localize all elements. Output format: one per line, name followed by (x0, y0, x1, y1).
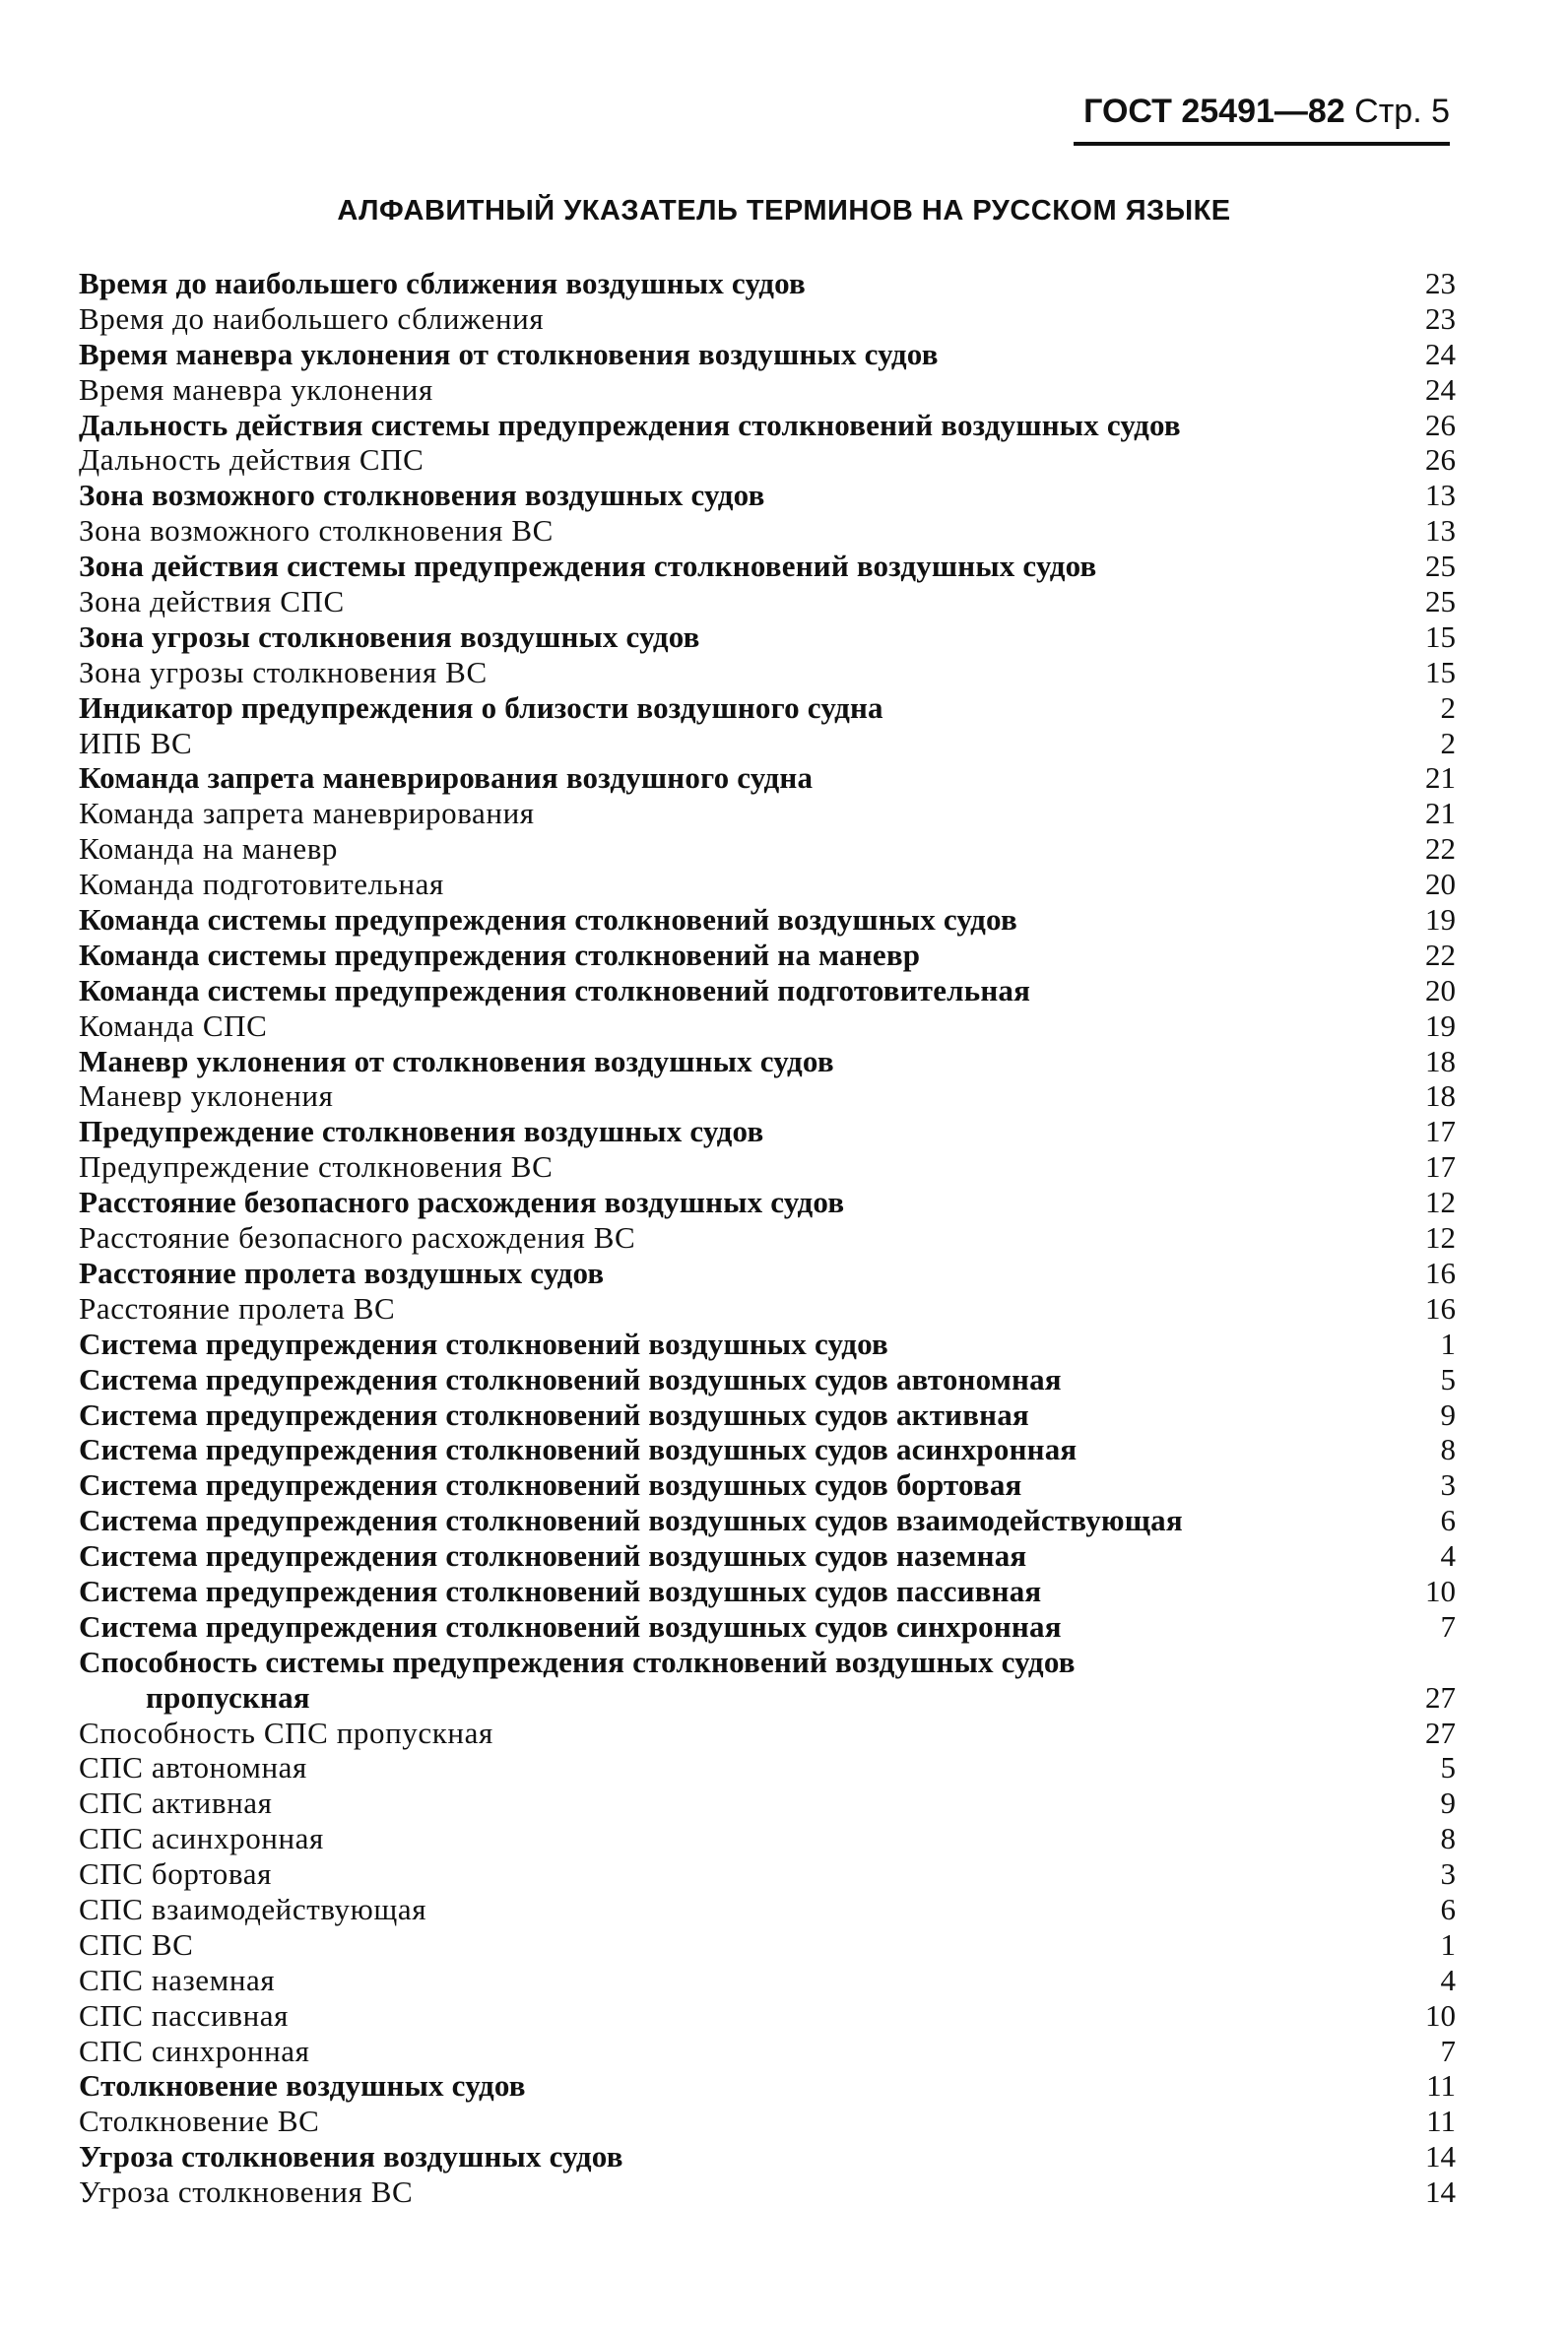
index-entry (79, 337, 1456, 372)
index-term-number: 3 (1440, 1856, 1456, 1892)
index-term-number: 5 (1440, 1361, 1456, 1396)
index-entry (79, 1538, 1456, 1574)
index-entry (79, 408, 1456, 443)
index-entry (79, 1680, 1456, 1716)
index-term-number: 4 (1440, 1538, 1456, 1574)
index-term: Время маневра уклонения (79, 371, 433, 407)
index-entry (79, 1362, 1456, 1397)
index-term-number: 15 (1425, 654, 1456, 689)
index-term-number: 4 (1440, 1962, 1456, 1997)
index-entry (79, 1114, 1456, 1149)
index-term-number: 20 (1425, 867, 1456, 902)
index-term: Команда СПС (79, 1007, 268, 1043)
index-term-number: 1 (1440, 1326, 1456, 1361)
index-term-number: 16 (1425, 1290, 1456, 1326)
index-term-number: 13 (1425, 478, 1456, 513)
index-term: Команда запрета маневрирования воздушного судна (79, 760, 814, 796)
index-term: Система предупреждения столкновений воздушных судов (79, 1326, 888, 1361)
index-term: Система предупреждения столкновений воздушных судов наземная (79, 1538, 1027, 1574)
index-term: СПС бортовая (79, 1856, 272, 1892)
index-term-number: 19 (1425, 902, 1456, 938)
index-entry (79, 1503, 1456, 1538)
index-term: СПС синхронная (79, 2033, 310, 2068)
index-term: Время маневра уклонения от столкновения воздушных судов (79, 336, 939, 371)
index-term-number: 18 (1425, 1043, 1456, 1078)
index-term: Индикатор предупреждения о близости воздушного судна (79, 689, 883, 725)
index-term: СПС пассивная (79, 1997, 289, 2033)
index-entry (79, 1645, 1456, 1680)
page-header (1074, 87, 1450, 146)
index-entry (79, 1291, 1456, 1327)
index-term-number: 1 (1440, 1926, 1456, 1962)
index-term-number: 22 (1425, 831, 1456, 867)
index-term: Команда подготовительная (79, 867, 444, 902)
page-number: Стр. 5 (1354, 93, 1450, 130)
index-term-number: 8 (1440, 1821, 1456, 1856)
index-entry (79, 1185, 1456, 1220)
index-entry (79, 1008, 1456, 1044)
index-term: Система предупреждения столкновений воздушных судов активная (79, 1396, 1029, 1432)
index-term-number: 5 (1440, 1750, 1456, 1785)
index-entry (79, 2139, 1456, 2175)
index-term-number: 8 (1440, 1432, 1456, 1467)
index-term: Расстояние безопасного расхождения воздушных судов (79, 1185, 845, 1220)
index-term: Зона действия системы предупреждения столкновений воздушных судов (79, 549, 1097, 584)
index-term: Расстояние пролета воздушных судов (79, 1255, 605, 1290)
index-term-number: 13 (1425, 513, 1456, 549)
index-term-number: 21 (1425, 760, 1456, 796)
index-term-number: 26 (1425, 407, 1456, 442)
index-term: Зона угрозы столкновения ВС (79, 654, 488, 689)
index-term-number: 25 (1425, 584, 1456, 619)
index-entry (79, 1432, 1456, 1467)
index-entry (79, 1467, 1456, 1503)
index-term-number: 6 (1440, 1503, 1456, 1538)
index-term: СПС взаимодействующая (79, 1891, 427, 1926)
index-term: Столкновение воздушных судов (79, 2068, 526, 2104)
index-term: Команда на маневр (79, 831, 339, 867)
index-term: Команда запрета маневрирования (79, 796, 535, 831)
index-term: Столкновение ВС (79, 2104, 320, 2139)
index-term: Дальность действия системы предупреждения столкновений воздушных судов (79, 407, 1181, 442)
index-term-number: 18 (1425, 1078, 1456, 1114)
index-entry (79, 726, 1456, 761)
index-term-number: 22 (1425, 937, 1456, 972)
index-entry (79, 1892, 1456, 1927)
index-term-number: 23 (1425, 300, 1456, 336)
index-term-number: 11 (1426, 2104, 1456, 2139)
index-term: Система предупреждения столкновений воздушных судов бортовая (79, 1467, 1022, 1503)
index-term: Маневр уклонения (79, 1078, 334, 1114)
index-entry (79, 301, 1456, 337)
index-term: Зона возможного столкновения ВС (79, 513, 554, 549)
index-entry (79, 690, 1456, 726)
index-term: пропускная (146, 1679, 310, 1715)
index-term: СПС автономная (79, 1750, 307, 1785)
index-entry (79, 1963, 1456, 1998)
index-term-number: 24 (1425, 371, 1456, 407)
index-term: СПС наземная (79, 1962, 276, 1997)
index-entry (79, 938, 1456, 973)
index-term-number: 27 (1425, 1715, 1456, 1750)
index-term: Зона угрозы столкновения воздушных судов (79, 618, 700, 654)
index-entry (79, 1397, 1456, 1433)
index-term-number: 9 (1440, 1785, 1456, 1821)
index-term-number: 16 (1425, 1255, 1456, 1290)
index-term-number: 2 (1440, 725, 1456, 760)
index-entry (79, 1716, 1456, 1751)
index-term-number: 12 (1425, 1220, 1456, 1256)
index-entry (79, 1856, 1456, 1892)
index-entry (79, 1785, 1456, 1821)
standard-number: ГОСТ 25491—82 (1083, 93, 1345, 130)
index-term: Предупреждение столкновения воздушных судов (79, 1114, 764, 1149)
index-entry (79, 2175, 1456, 2210)
index-entry (79, 867, 1456, 902)
index-term-number: 14 (1425, 2139, 1456, 2175)
index-entry (79, 1078, 1456, 1114)
index-term: Предупреждение столкновения ВС (79, 1149, 554, 1185)
index-term-number: 3 (1440, 1467, 1456, 1503)
index-term: Система предупреждения столкновений воздушных судов пассивная (79, 1573, 1042, 1608)
index-term-number: 2 (1440, 689, 1456, 725)
index-term-number: 19 (1425, 1007, 1456, 1043)
index-entry (79, 1256, 1456, 1291)
index-term-number: 24 (1425, 336, 1456, 371)
index-entry (79, 478, 1456, 513)
index-term-number: 10 (1425, 1573, 1456, 1608)
index-term-number: 6 (1440, 1891, 1456, 1926)
index-term: Команда системы предупреждения столкновений на маневр (79, 937, 921, 972)
index-term-number: 25 (1425, 549, 1456, 584)
index-entry (79, 1821, 1456, 1856)
index-entry (79, 1220, 1456, 1256)
index-term-number: 12 (1425, 1185, 1456, 1220)
index-entry (79, 831, 1456, 867)
index-term: СПС асинхронная (79, 1821, 324, 1856)
index-term: СПС ВС (79, 1926, 194, 1962)
index-entry (79, 760, 1456, 796)
index-entry (79, 1044, 1456, 1079)
index-term: Маневр уклонения от столкновения воздушных судов (79, 1043, 834, 1078)
index-term-number: 17 (1425, 1149, 1456, 1185)
index-term-number: 10 (1425, 1997, 1456, 2033)
index-entry (79, 266, 1456, 301)
index-term: Расстояние пролета ВС (79, 1290, 396, 1326)
index-term: Расстояние безопасного расхождения ВС (79, 1220, 636, 1256)
term-index (79, 266, 1456, 2210)
index-entry (79, 549, 1456, 584)
index-term-number: 14 (1425, 2175, 1456, 2210)
index-entry (79, 2104, 1456, 2139)
index-entry (79, 584, 1456, 619)
index-entry (79, 442, 1456, 478)
index-entry (79, 902, 1456, 938)
index-term-number: 27 (1425, 1679, 1456, 1715)
index-term: Зона возможного столкновения воздушных судов (79, 478, 765, 513)
index-term: Команда системы предупреждения столкновений воздушных судов (79, 902, 1017, 938)
index-term: Угроза столкновения воздушных судов (79, 2139, 623, 2175)
index-term-number: 11 (1426, 2068, 1456, 2104)
index-term: ИПБ ВС (79, 725, 193, 760)
index-term: Угроза столкновения ВС (79, 2175, 414, 2210)
index-entry (79, 1149, 1456, 1185)
index-term-number: 20 (1425, 972, 1456, 1007)
index-entry (79, 1609, 1456, 1645)
index-title: АЛФАВИТНЫЙ УКАЗАТЕЛЬ ТЕРМИНОВ НА РУССКОМ ЯЗЫКЕ (337, 195, 1231, 227)
index-entry (79, 513, 1456, 549)
index-term-number: 17 (1425, 1114, 1456, 1149)
index-entry (79, 1327, 1456, 1362)
index-entry (79, 796, 1456, 831)
index-term: Система предупреждения столкновений воздушных судов взаимодействующая (79, 1503, 1183, 1538)
index-term: Система предупреждения столкновений воздушных судов асинхронная (79, 1432, 1078, 1467)
index-term: Команда системы предупреждения столкновений подготовительная (79, 972, 1031, 1007)
index-term: СПС активная (79, 1785, 273, 1821)
index-term-number: 9 (1440, 1396, 1456, 1432)
index-term-number: 23 (1425, 266, 1456, 300)
index-term: Способность системы предупреждения столкновений воздушных судов (79, 1644, 1076, 1679)
index-entry (79, 1750, 1456, 1785)
index-entry (79, 619, 1456, 655)
index-entry (79, 1927, 1456, 1963)
index-term-number: 7 (1440, 1608, 1456, 1644)
index-term: Система предупреждения столкновений воздушных судов автономная (79, 1361, 1062, 1396)
index-term-number: 21 (1425, 796, 1456, 831)
index-term-number: 15 (1425, 618, 1456, 654)
index-term: Способность СПС пропускная (79, 1715, 493, 1750)
index-entry (79, 2034, 1456, 2069)
index-term-number: 26 (1425, 442, 1456, 478)
index-entry (79, 1574, 1456, 1609)
index-entry (79, 2068, 1456, 2104)
index-entry (79, 973, 1456, 1008)
index-term-number: 7 (1440, 2033, 1456, 2068)
index-term: Дальность действия СПС (79, 442, 425, 478)
index-entry (79, 1998, 1456, 2034)
index-term: Зона действия СПС (79, 584, 345, 619)
index-term: Система предупреждения столкновений воздушных судов синхронная (79, 1608, 1062, 1644)
index-entry (79, 655, 1456, 690)
index-entry (79, 372, 1456, 408)
index-term: Время до наибольшего сближения (79, 300, 545, 336)
index-term: Время до наибольшего сближения воздушных судов (79, 266, 806, 300)
